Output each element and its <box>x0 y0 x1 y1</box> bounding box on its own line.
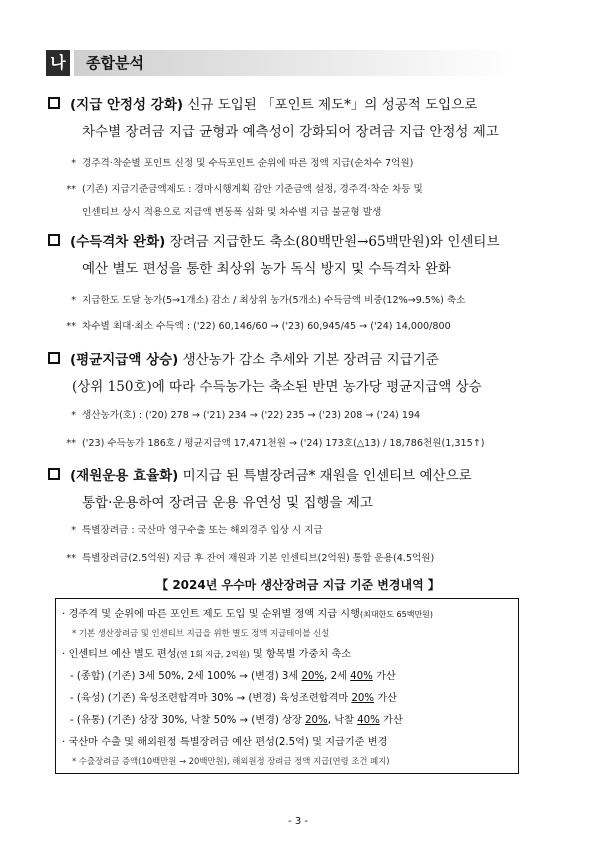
footnote: * 지급한도 도달 농가(5→1개소) 감소 / 최상위 농가(5개소) 수득금액 비중(12%→9.5%) 축소 <box>71 295 466 306</box>
section-badge: 나 <box>46 50 70 76</box>
footnote: * 생산농가(호) : ('20) 278 → ('21) 234 → ('22) 235 → ('23) 208 → ('24) 194 <box>71 410 421 421</box>
item-line <box>70 348 439 368</box>
item-heading: (수득격차 완화) <box>70 234 166 250</box>
item-line: 예산 별도 편성을 통한 최상위 농가 독식 방지 및 수득격차 완화 <box>82 261 451 277</box>
table-line: · 경주격 및 순위에 따른 포인트 제도 도입 및 순위별 정액 지급 시행(최대한도 65백만원) <box>62 609 434 620</box>
item-line: 통합·운용하여 장려금 운용 유연성 및 집행을 제고 <box>82 495 373 511</box>
item-line: 차수별 장려금 지급 균형과 예측성이 강화되어 장려금 지급 안정성 제고 <box>82 124 499 140</box>
checkbox-square-icon <box>48 468 60 480</box>
item-heading: (지급 안정성 강화) <box>70 97 184 113</box>
checkbox-square-icon <box>48 234 60 246</box>
checkbox-square-icon <box>48 352 60 364</box>
footnote: ** (기존) 지급기준금액제도 : 경마시행계획 감안 기준금액 설정, 경주격·착순 차등 및 <box>66 184 423 195</box>
footnote: * 특별장려금 : 국산마 영구수출 또는 해외경주 입상 시 지급 <box>71 525 323 536</box>
item-line <box>70 230 499 250</box>
footnote: ** ('23) 수득농가 186호 / 평균지급액 17,471천원 → ('24) 173호(△13) / 18,786천원(1,315↑) <box>66 438 485 449</box>
table-line: · 국산마 수출 및 해외원정 특별장려금 예산 편성(2.5억) 및 지급기준 변경 <box>62 737 388 748</box>
item-text: 생산농가 감소 추세와 기본 장려금 지급기준 <box>178 352 439 368</box>
page-number: - 3 - <box>288 816 308 827</box>
change-table-title: 【 2024년 우수마 생산장려금 지급 기준 변경내역 】 <box>156 578 440 592</box>
table-line: - (육성) (기존) 육성조련합격마 30% → (변경) 육성조련합격마 20% 가산 <box>70 693 398 704</box>
item-text: 장려금 지급한도 축소(80백만원→65백만원)와 인센티브 <box>165 234 500 250</box>
item-line <box>70 464 472 484</box>
footnote: * 경주격·착순별 포인트 신정 및 수득포인트 순위에 따른 정액 지급(순차수 7억원) <box>71 158 414 169</box>
section-header <box>46 46 516 80</box>
item-line <box>70 93 477 113</box>
footnote: ** 특별장려금(2.5억원) 지급 후 잔여 재원과 기본 인센티브(2억원) 통합 운용(4.5억원) <box>66 553 435 564</box>
item-text: 미지급 된 특별장려금* 재원을 인센티브 예산으로 <box>178 468 472 484</box>
footnote-continued: 인센티브 상시 적용으로 지급액 변동폭 심화 및 차수별 지급 불균형 발생 <box>82 207 382 218</box>
item-heading: (재원운용 효율화) <box>70 468 179 484</box>
change-table <box>55 598 519 774</box>
footnote: ** 차수별 최대·최소 수득액 : ('22) 60,146/60 → ('23) 60,945/45 → ('24) 14,000/800 <box>66 321 451 332</box>
table-line: · 인센티브 예산 별도 편성(연 1회 지급, 2억원) 및 항목별 가중치 축소 <box>62 649 352 660</box>
item-text: 신규 도입된 「포인트 제도*」의 성공적 도입으로 <box>183 97 478 113</box>
table-line: - (종합) (기존) 3세 50%, 2세 100% → (변경) 3세 20%, 2세 40% 가산 <box>70 671 396 682</box>
table-line: - (유통) (기존) 상장 30%, 낙찰 50% → (변경) 상장 20%, 낙찰 40% 가산 <box>70 715 403 726</box>
table-subnote: * 기본 생산장려금 및 인센티브 지급을 위한 별도 정액 지급테이블 신설 <box>72 628 330 638</box>
checkbox-square-icon <box>48 97 60 109</box>
item-line: (상위 150호)에 따라 수득농가는 축소된 반면 농가당 평균지급액 상승 <box>72 379 482 395</box>
item-heading: (평균지급액 상승) <box>70 352 179 368</box>
section-title: 종합분석 <box>86 54 144 72</box>
table-subnote: * 수출장려금 증액(10백만원 → 20백만원), 해외원정 장려금 정액 지급(연령 조건 폐지) <box>72 756 390 766</box>
